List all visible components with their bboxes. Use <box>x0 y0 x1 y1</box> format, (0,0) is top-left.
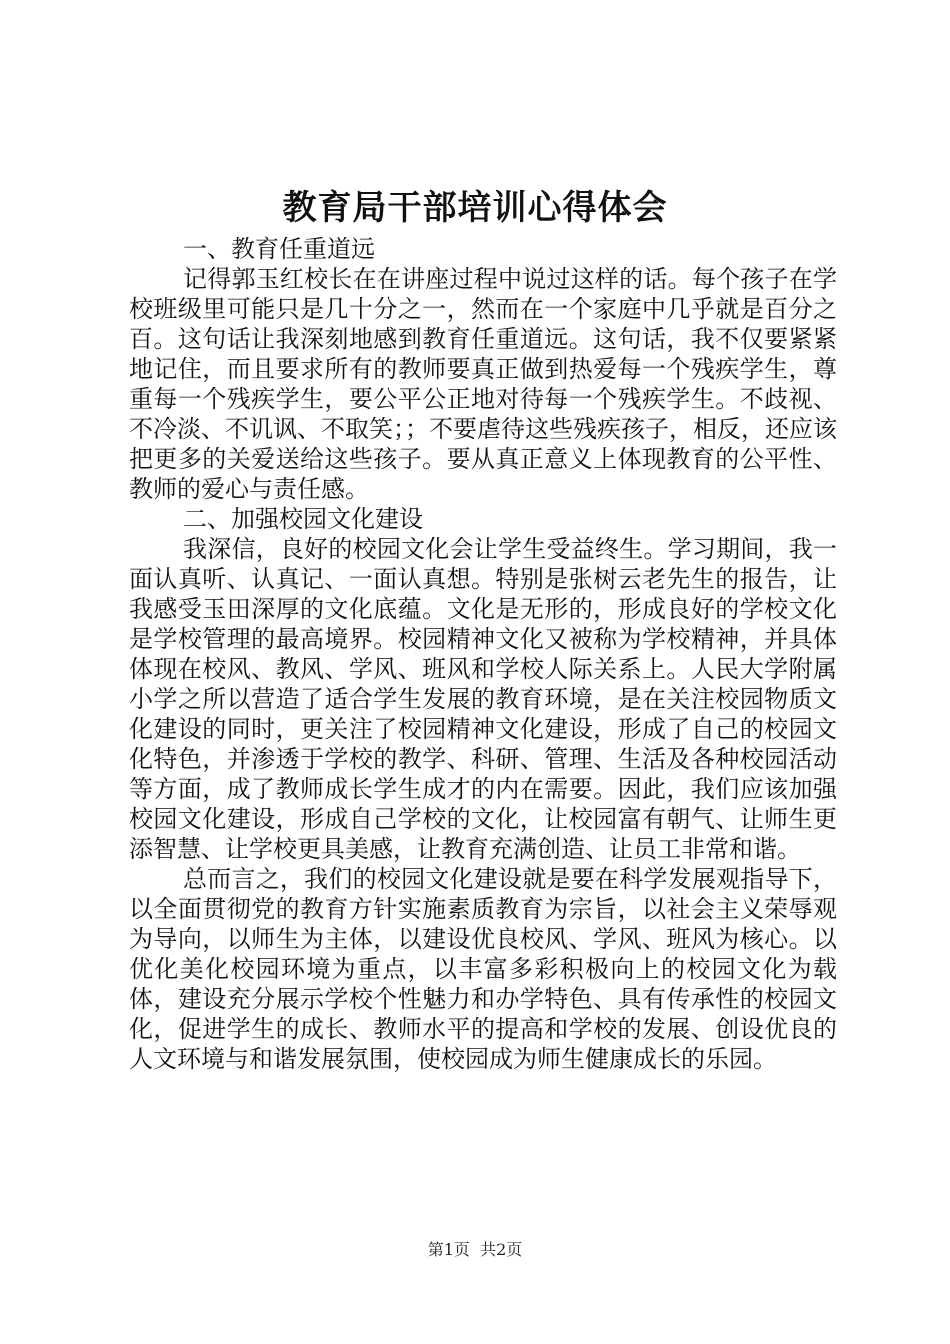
section-heading-1: 一、教育任重道远 <box>183 235 375 263</box>
section-2-paragraph-1: 我深信，良好的校园文化会让学生受益终生。学习期间，我一面认真听、认真记、一面认真想。特别是张树云老先生的报告，让我感受玉田深厚的文化底蕴。文化是无形的，形成良好的学校文化是学校管理的最高境界。校园精神文化又被称为学校精神，并具体体现在校风、教风、学风、班风和学校人际关系上。人民大学附属小学之所以营造了适合学生发展的教育环境，是在关注校园物质文化建设的同时，更关注了校园精神文化建设，形成了自己的校园文化特色，并渗透于学校的教学、科研、管理、生活及各种校园活动等方面，成了教师成长学生成才的内在需要。因此，我们应该加强校园文化建设，形成自己学校的文化，让校园富有朝气、让师生更添智慧、让学校更具美感，让教育充满创造、让员工非常和谐。 <box>129 535 837 863</box>
document-body <box>129 234 837 1074</box>
section-heading-2: 二、加强校园文化建设 <box>183 505 423 533</box>
section-1-paragraph-1: 记得郭玉红校长在在讲座过程中说过这样的话。每个孩子在学校班级里可能只是几十分之一，然而在一个家庭中几乎就是百分之百。这句话让我深刻地感到教育任重道远。这句话，我不仅要紧紧地记住，而且要求所有的教师要真正做到热爱每一个残疾学生，尊重每一个残疾学生，要公平公正地对待每一个残疾学生。不歧视、不冷淡、不讥讽、不取笑；；不要虐待这些残疾孩子，相反，还应该把更多的关爱送给这些孩子。要从真正意义上体现教育的公平性、教师的爱心与责任感。 <box>129 265 837 503</box>
page-footer <box>0 1240 950 1260</box>
document-title: 教育局干部培训心得体会 <box>282 188 668 228</box>
page-number-current: 第1页 <box>427 1240 470 1259</box>
section-2-paragraph-2: 总而言之，我们的校园文化建设就是要在科学发展观指导下，以全面贯彻党的教育方针实施素质教育为宗旨，以社会主义荣辱观为导向，以师生为主体，以建设优良校风、学风、班风为核心。以优化美化校园环境为重点，以丰富多彩积极向上的校园文化为载体，建设充分展示学校个性魅力和办学特色、具有传承性的校园文化，促进学生的成长、教师水平的提高和学校的发展、创设优良的人文环境与和谐发展氛围，使校园成为师生健康成长的乐园。 <box>129 865 837 1073</box>
page-number-total: 共2页 <box>480 1240 523 1259</box>
